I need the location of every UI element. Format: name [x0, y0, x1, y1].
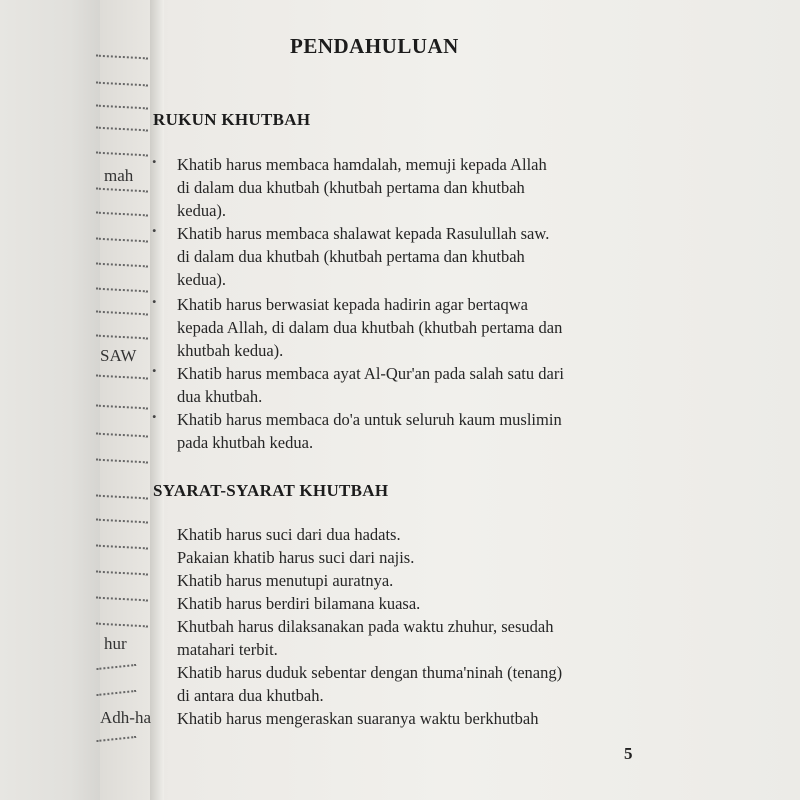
page-title: PENDAHULUAN — [290, 34, 459, 58]
list-bullet: . — [152, 147, 157, 167]
list-item-line: Khatib harus membaca hamdalah, memuji kepada Allah — [177, 155, 547, 174]
left-page-label-1: mah — [104, 166, 134, 185]
list-bullet: . — [152, 356, 157, 376]
list-item-line: Khatib harus membaca do'a untuk seluruh kaum muslimin — [177, 410, 562, 429]
page-number: 5 — [624, 744, 633, 763]
left-page-edge — [0, 0, 100, 800]
list-item-line: Khatib harus membaca ayat Al-Qur'an pada salah satu dari — [177, 364, 564, 383]
list-item-line: kedua). — [177, 270, 227, 289]
list-item-line: kedua). — [177, 201, 227, 220]
list-bullet: . — [152, 287, 157, 307]
list-item-line: Khatib harus berwasiat kepada hadirin agar bertaqwa — [177, 295, 528, 314]
list-item-line: Khatib harus mengeraskan suaranya waktu berkhutbah — [177, 709, 539, 728]
left-page-label-3: hur — [104, 634, 127, 653]
left-page-label-4: Adh-ha — [100, 708, 151, 727]
left-page-label-2: SAW — [100, 346, 137, 365]
list-bullet: . — [152, 402, 157, 422]
list-item-line: Khatib harus menutupi auratnya. — [177, 571, 394, 590]
list-item-line: Khatib harus duduk sebentar dengan thuma'ninah (tenang) — [177, 663, 563, 682]
list-item-line: di dalam dua khutbah (khutbah pertama dan khutbah — [177, 247, 525, 266]
list-item-line: kepada Allah, di dalam dua khutbah (khutbah pertama dan — [177, 318, 563, 337]
list-item-line: matahari terbit. — [177, 640, 278, 659]
list-item-line: di dalam dua khutbah (khutbah pertama dan khutbah — [177, 178, 525, 197]
list-item-line: Khatib harus berdiri bilamana kuasa. — [177, 594, 421, 613]
list-item-line: Khatib harus membaca shalawat kepada Rasulullah saw. — [177, 224, 550, 243]
list-item-line: pada khutbah kedua. — [177, 433, 314, 452]
list-item-line: dua khutbah. — [177, 387, 263, 406]
section-heading-syarat: SYARAT-SYARAT KHUTBAH — [153, 481, 389, 500]
list-item-line: Pakaian khatib harus suci dari najis. — [177, 548, 415, 567]
list-item-line: khutbah kedua). — [177, 341, 284, 360]
list-item-line: di antara dua khutbah. — [177, 686, 324, 705]
section-heading-rukun: RUKUN KHUTBAH — [153, 110, 311, 129]
list-item-line: Khutbah harus dilaksanakan pada waktu zhuhur, sesudah — [177, 617, 554, 636]
list-bullet: . — [152, 216, 157, 236]
list-item-line: Khatib harus suci dari dua hadats. — [177, 525, 401, 544]
